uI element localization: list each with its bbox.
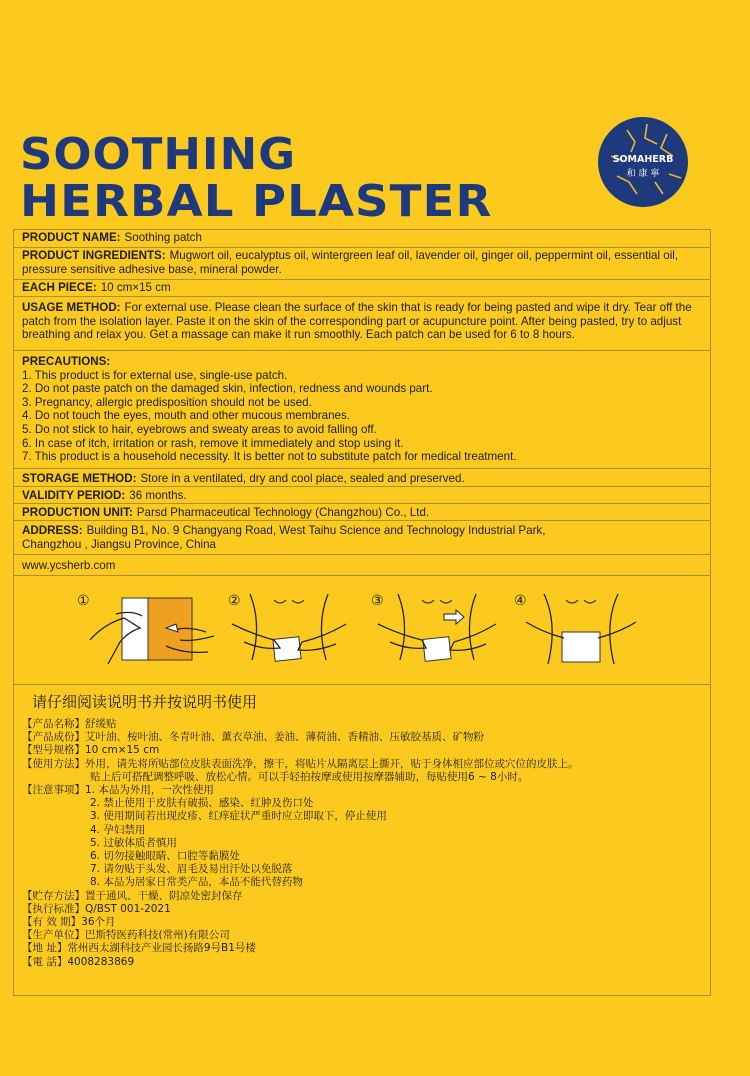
brand-logo [597,116,689,208]
cn-precautions [22,784,702,797]
cn-line: 【有 效 期】36个月 [22,916,116,929]
website-row [14,555,710,577]
cn-line: 【执行标准】Q/BST 001-2021 [22,902,171,915]
step-number-1: ① [77,592,90,608]
precaution-item: 1. This product is for external use, single-use patch. [22,368,288,382]
chinese-instructions [13,684,711,996]
step-number-4: ④ [514,592,527,608]
cn-line: 【产品名称】舒缓贴 [22,718,117,730]
cn-precaution-item: 8. 本品为居家日常类产品，本品不能代替药物 [90,876,303,889]
validity-label: VALIDITY PERIOD: [22,489,126,502]
production-label: PRODUCTION UNIT: [22,506,133,519]
product-name-row [14,230,710,248]
step-4-illustration [522,584,640,680]
website-link[interactable]: www.ycsherb.com [22,559,116,572]
logo-chinese-text: 和 康 寧 [626,169,660,179]
step-number-2: ② [228,592,241,608]
ingredients-label: PRODUCT INGREDIENTS: [22,249,166,262]
product-name-value: Soothing patch [124,231,202,244]
cn-usage-continued: 贴上后可搭配调整呼吸、放松心情。可以手轻拍按摩或使用按摩器辅助，每贴使用6 ~ 8小时。 [90,770,529,783]
precaution-item: 3. Pregnancy, allergic predisposition should not be used. [22,395,312,409]
validity-row [14,487,710,504]
usage-value: For external use. Please clean the surface of the skin that is ready for being pasted and wipe it dry. Tear off the patch from the isolation layer. Paste it on the skin of the corresponding part or acupuncture point. After being pasted, try to adjust breathing and relax you. Get a massage can make it run smoothly. Each patch can be used for 6 to 8 hours. [22,301,692,342]
production-row [14,504,710,521]
step-1-illustration [80,584,226,680]
cn-line: 【贮存方法】置于通风、干燥、阴凉处密封保存 [22,889,243,902]
precaution-item: 7. This product is a household necessity. It is better not to substitute patch for medical treatment. [22,450,517,464]
cn-line: 【使用方法】外用，请先将所贴部位皮肤表面洗净，擦干，将贴片从隔离层上撕开，贴于身体相应部位或穴位的皮肤上。 [22,757,579,770]
precautions-label: PRECAUTIONS: [22,355,111,368]
cn-precaution-item: 6. 切勿接触眼睛、口腔等黏膜处 [90,850,240,863]
each-piece-value: 10 cm×15 cm [100,281,171,294]
cn-line: 【产品成份】艾叶油、桉叶油、冬青叶油、薰衣草油、姜油、薄荷油、香精油、压敏胶基质、矿物粉 [22,731,484,744]
precautions-row [14,351,710,469]
product-name-label: PRODUCT NAME: [22,231,121,244]
address-label: ADDRESS: [22,524,83,537]
title-line-1: SOOTHING [20,129,297,180]
cn-precaution-label: 【注意事项】 [22,784,85,797]
cn-line: 【型号规格】10 cm×15 cm [22,744,160,757]
cn-precaution-item: 5. 过敏体质者慎用 [90,836,177,849]
cn-precaution-item: 3. 使用期间若出现皮疹、红痒症状严重时应立即取下，停止使用 [90,810,387,823]
step-3-illustration [372,584,502,680]
cn-precaution-item: 1. 本品为外用，一次性使用 [85,784,214,797]
usage-row [14,297,710,351]
cn-precaution-item: 2. 禁止使用于皮肤有破损、感染、红肿及伤口处 [90,797,314,810]
cn-line: 【電 話】4008283869 [22,955,135,968]
each-piece-label: EACH PIECE: [22,281,97,294]
address-row [14,521,710,555]
storage-label: STORAGE METHOD: [22,472,137,485]
chinese-title: 请仔细阅读说明书并按说明书使用 [32,693,258,711]
cn-precaution-item: 7. 请勿贴于头发、眉毛及易出汗处以免脱落 [90,863,293,876]
cn-line: 【地 址】常州西太湖科技产业园长扬路9号B1号楼 [22,942,256,955]
usage-label: USAGE METHOD: [22,301,121,314]
validity-value: 36 months. [129,489,187,502]
each-piece-row [14,280,710,297]
cn-line: 【生产单位】巴斯特医药科技(常州)有限公司 [22,929,230,942]
precaution-item: 4. Do not touch the eyes, mouth and other mucous membranes. [22,409,351,423]
step-number-3: ③ [371,592,384,608]
storage-row [14,469,710,487]
step-2-illustration [228,584,350,680]
address-value: Building B1, No. 9 Changyang Road, West Taihu Science and Technology Industrial Park, Changzhou , Jiangsu Province, China [22,524,546,551]
usage-steps-illustration [13,576,711,684]
precaution-item: 5. Do not stick to hair, eyebrows and sweaty areas to avoid falling off. [22,422,377,436]
cn-precaution-item: 4. 孕妇禁用 [90,823,146,836]
title-line-2: HERBAL PLASTER [20,176,493,227]
ingredients-value: Mugwort oil, eucalyptus oil, wintergreen leaf oil, lavender oil, ginger oil, peppermint oil, essential oil, pressure sensitive adhesive base, mineral powder. [22,249,679,276]
production-value: Parsd Pharmaceutical Technology (Changzhou) Co., Ltd. [136,506,430,519]
english-info-table [13,229,711,576]
logo-brand-text: SOMAHERB [612,154,674,165]
precaution-item: 6. In case of itch, irritation or rash, remove it immediately and stop using it. [22,436,404,450]
ingredients-row [14,248,710,280]
precaution-item: 2. Do not paste patch on the damaged skin, infection, redness and wounds part. [22,382,433,396]
storage-value: Store in a ventilated, dry and cool place, sealed and preserved. [140,472,465,485]
